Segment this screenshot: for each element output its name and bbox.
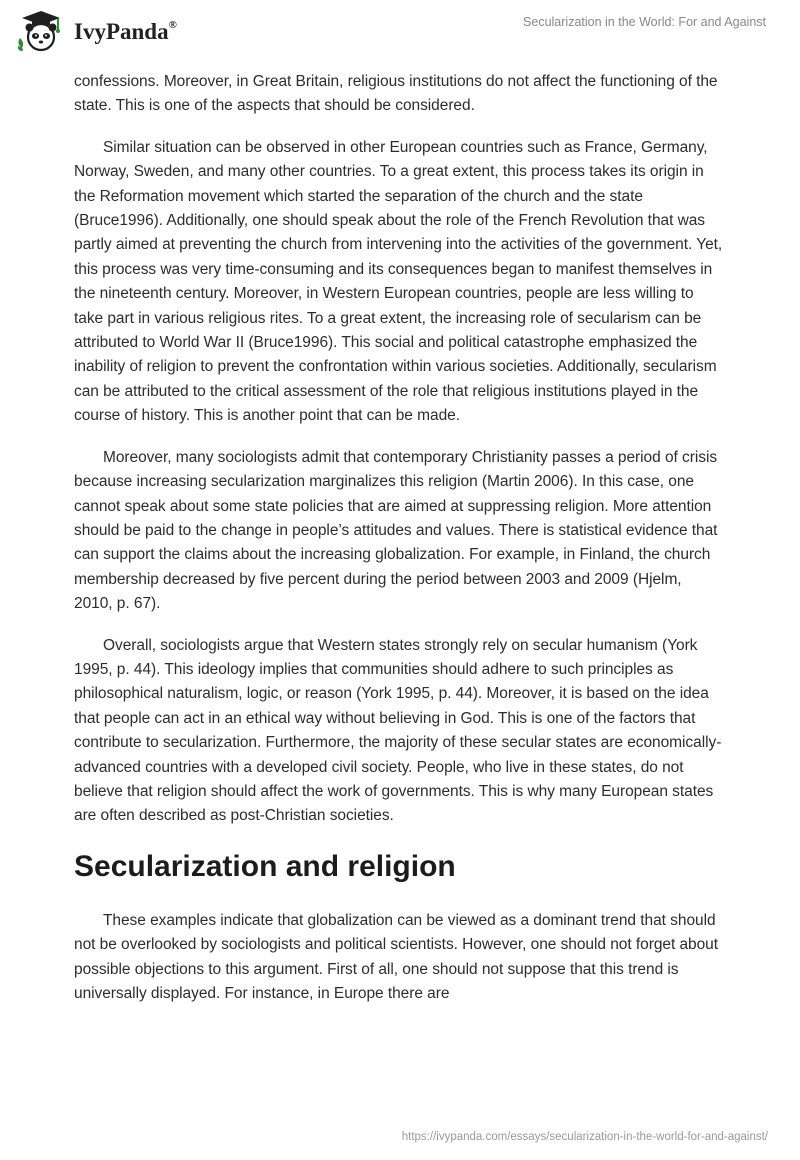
page-header xyxy=(0,0,800,60)
essay-body xyxy=(74,70,724,1023)
paragraph: Overall, sociologists argue that Western states strongly rely on secular humanism (York 1995, p. 44). This ideology implies that communities should adhere to such principles as philosophical naturalism, logic, or reason (York 1995, p. 44). Moreover, it is based on the idea that people can act in an ethical way without believing in God. This is one of the factors that contribute to secularization. Furthermore, the majority of these secular states are economically-advanced countries with a developed civil society. People, who live in these states, do not believe that religion should affect the work of governments. This is why many European states are often described as post-Christian societies. xyxy=(74,636,722,825)
paragraph: Moreover, many sociologists admit that contemporary Christianity passes a period of crisis because increasing secularization marginalizes this religion (Martin 2006). In this case, one cannot speak about some state policies that are aimed at suppressing religion. More attention should be paid to the change in people’s attitudes and values. There is statistical evidence that can support the claims about the increasing globalization. For example, in Finland, the church membership decreased by five percent during the period between 2003 and 2009 (Hjelm, 2010, p. 67). xyxy=(74,448,718,613)
document-title: Secularization in the World: For and Against xyxy=(523,15,766,29)
paragraph: confessions. Moreover, in Great Britain, religious institutions do not affect the functioning of the state. This is one of the aspects that should be considered. xyxy=(74,73,718,115)
logo-wordmark: IvyPanda xyxy=(74,19,169,44)
ivypanda-logo[interactable] xyxy=(16,8,216,52)
registered-mark: ® xyxy=(168,19,177,32)
footer-url[interactable]: https://ivypanda.com/essays/secularization-in-the-world-for-and-against/ xyxy=(401,1131,768,1143)
section-heading: Secularization and religion xyxy=(74,849,456,883)
logo-text xyxy=(74,19,177,45)
paragraph: These examples indicate that globalization can be viewed as a dominant trend that should not be overlooked by sociologists and political scientists. However, one should not forget about possible objections to this argument. First of all, one should not suppose that this trend is universally displayed. For instance, in Europe there are xyxy=(74,911,719,1002)
panda-graduate-icon xyxy=(16,8,66,52)
paragraph: Similar situation can be observed in other European countries such as France, Germany, Norway, Sweden, and many other countries. To a great extent, this process takes its origin in the Reformation movement which started the separation of the church and the state (Bruce1996). Additionally, one should speak about the role of the French Revolution that was partly aimed at preventing the church from intervening into the activities of the government. Yet, this process was very time-consuming and its consequences began to manifest themselves in the nineteenth century. Moreover, in Western European countries, people are less willing to take part in various religious rites. To a great extent, the increasing role of secularism can be attributed to World War II (Bruce1996). This social and political catastrophe emphasized the inability of religion to prevent the confrontation within various societies. Additionally, secularism can be attributed to the critical assessment of the role that religious institutions played in the course of history. This is another point that can be made. xyxy=(74,138,723,425)
